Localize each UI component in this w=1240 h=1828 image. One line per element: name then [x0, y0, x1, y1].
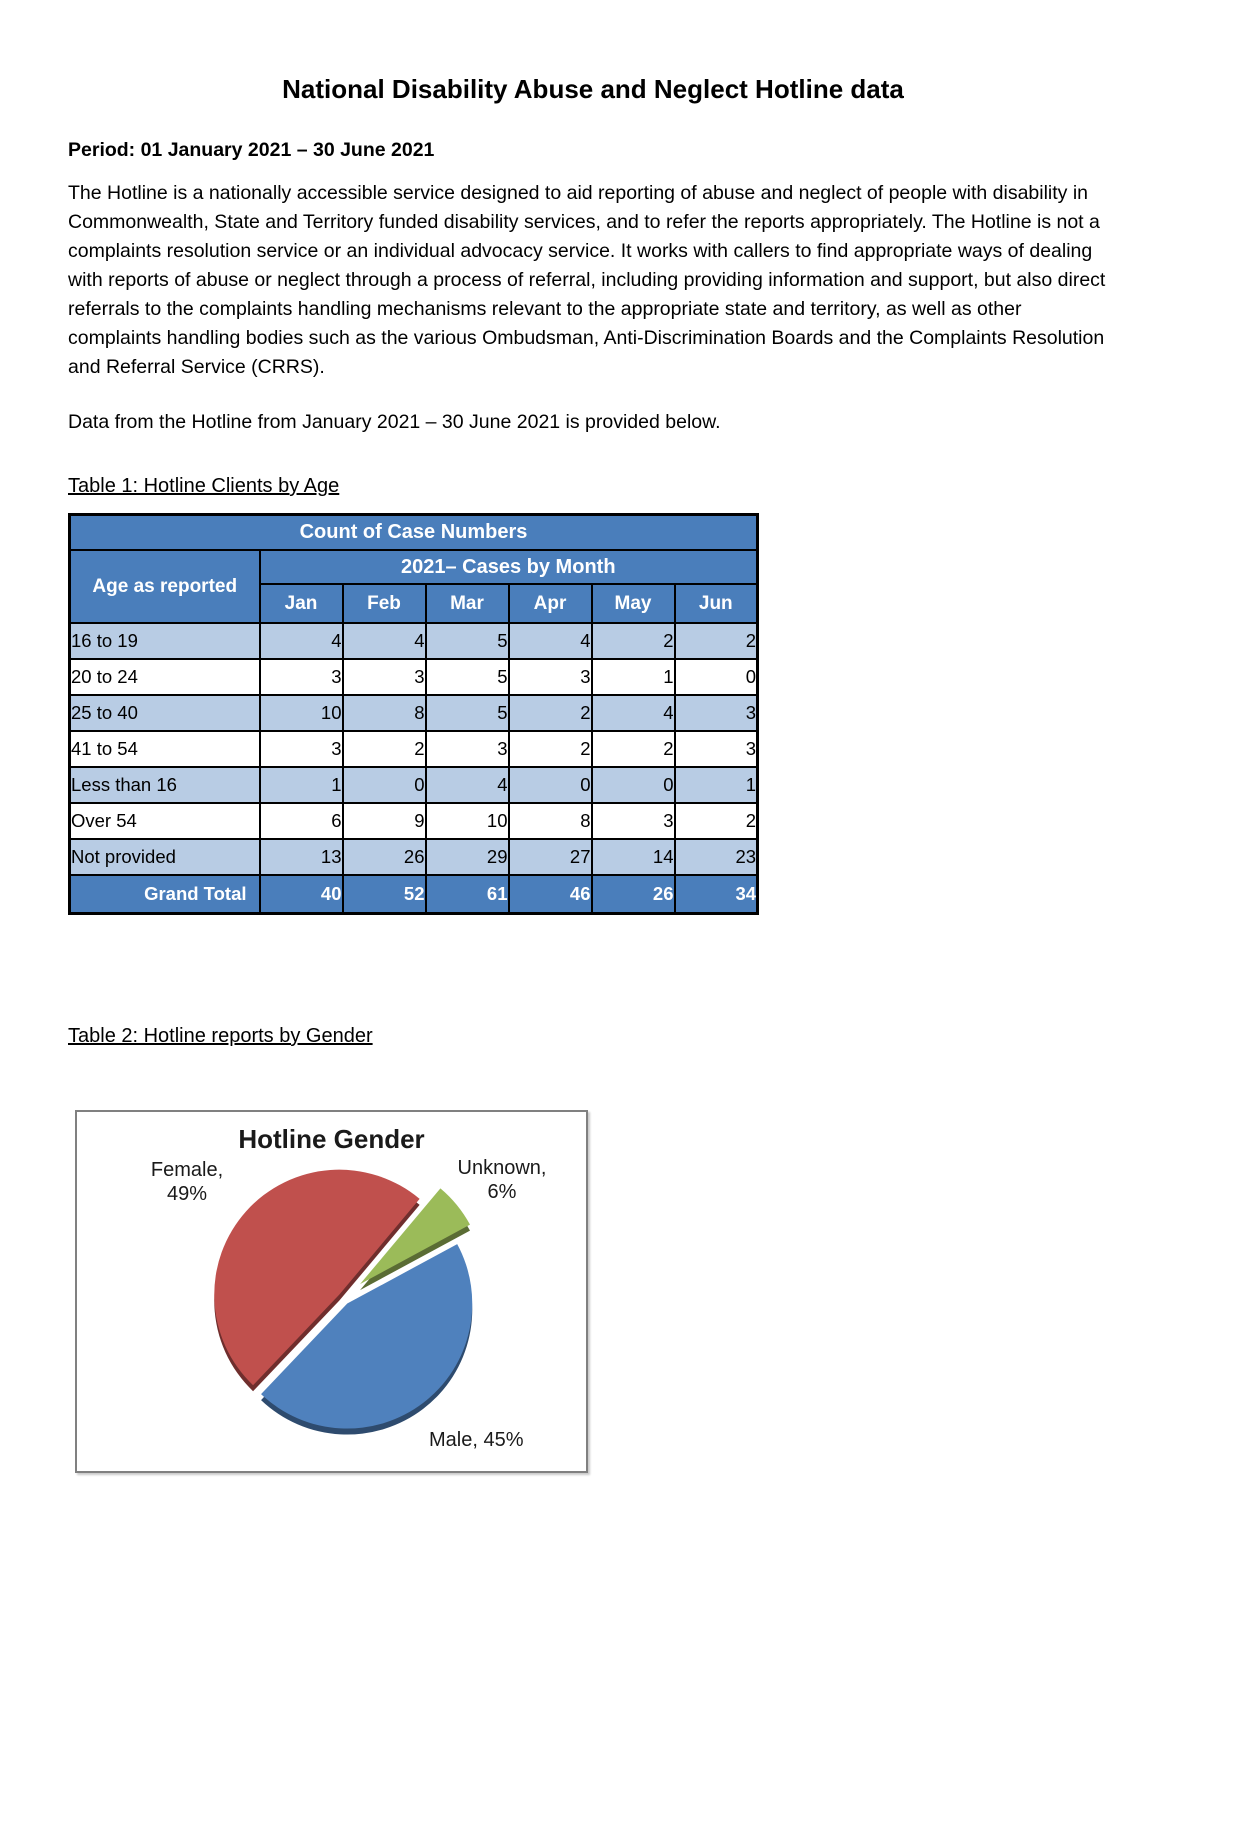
grand-total-mar: 61	[426, 875, 509, 914]
cases-by-month-header: 2021– Cases by Month	[260, 550, 758, 584]
grand-total-label: Grand Total	[70, 875, 260, 914]
count-cell: 2	[592, 623, 675, 659]
age-label-cell: 16 to 19	[70, 623, 260, 659]
table-row	[70, 659, 758, 695]
age-label-cell: 41 to 54	[70, 731, 260, 767]
count-cell: 26	[343, 839, 426, 875]
count-cell: 6	[260, 803, 343, 839]
count-cell: 2	[675, 803, 758, 839]
document-title: National Disability Abuse and Neglect Hotline data	[282, 74, 904, 104]
count-cell: 5	[426, 659, 509, 695]
grand-total-apr: 46	[509, 875, 592, 914]
pie-label-male	[429, 1428, 599, 1452]
table2-heading: Table 2: Hotline reports by Gender	[68, 1025, 373, 1047]
table-header-row-1	[70, 515, 758, 551]
count-cell: 2	[343, 731, 426, 767]
pie-label-unknown-line1: Unknown,	[457, 1157, 547, 1179]
count-cell: 8	[509, 803, 592, 839]
hotline-age-table	[68, 513, 759, 915]
count-cell: 2	[509, 695, 592, 731]
month-header-may: May	[592, 584, 675, 623]
table-row	[70, 839, 758, 875]
count-cell: 1	[592, 659, 675, 695]
pie-label-female-line1: Female,	[150, 1159, 224, 1181]
count-cell: 13	[260, 839, 343, 875]
age-label-cell: Not provided	[70, 839, 260, 875]
period-line: Period: 01 January 2021 – 30 June 2021	[68, 139, 435, 161]
table-row	[70, 695, 758, 731]
count-cell: 3	[426, 731, 509, 767]
grand-total-jan: 40	[260, 875, 343, 914]
count-cell: 3	[260, 659, 343, 695]
month-header-feb: Feb	[343, 584, 426, 623]
count-cell: 0	[509, 767, 592, 803]
count-cell: 0	[592, 767, 675, 803]
count-cell: 1	[260, 767, 343, 803]
table-row	[70, 731, 758, 767]
count-cell: 4	[426, 767, 509, 803]
count-cell: 4	[343, 623, 426, 659]
pie-label-unknown-line2: 6%	[487, 1181, 517, 1203]
grand-total-jun: 34	[675, 875, 758, 914]
count-cell: 4	[592, 695, 675, 731]
count-cell: 2	[509, 731, 592, 767]
table-top-header: Count of Case Numbers	[70, 515, 758, 551]
intro-paragraph: The Hotline is a nationally accessible service designed to aid reporting of abuse and neglect of people with disability in Commonwealth, State and Territory funded disability services, and to refer the reports appropriately. The Hotline is not a complaints resolution service or an individual advocacy service. It works with callers to find appropriate ways of dealing with reports of abuse or neglect through a process of referral, including providing information and support, but also direct referrals to the complaints handling mechanisms relevant to the appropriate state and territory, as well as other complaints handling bodies such as the various Ombudsman, Anti-Discrimination Boards and the Complaints Resolution and Referral Service (CRRS).	[68, 182, 1106, 378]
document-page	[0, 74, 1118, 1473]
count-cell: 0	[675, 659, 758, 695]
count-cell: 3	[592, 803, 675, 839]
age-label-cell: 25 to 40	[70, 695, 260, 731]
month-header-jun: Jun	[675, 584, 758, 623]
month-header-mar: Mar	[426, 584, 509, 623]
count-cell: 3	[260, 731, 343, 767]
count-cell: 14	[592, 839, 675, 875]
table1-heading: Table 1: Hotline Clients by Age	[68, 475, 340, 497]
count-cell: 4	[509, 623, 592, 659]
grand-total-may: 26	[592, 875, 675, 914]
grand-total-row	[70, 875, 758, 914]
month-header-apr: Apr	[509, 584, 592, 623]
count-cell: 27	[509, 839, 592, 875]
table-header-row-2	[70, 550, 758, 584]
month-header-jan: Jan	[260, 584, 343, 623]
pie-label-female	[107, 1158, 267, 1206]
age-label-cell: 20 to 24	[70, 659, 260, 695]
pie-label-female-line2: 49%	[166, 1183, 208, 1205]
pie-label-male-line1: Male, 45%	[429, 1429, 524, 1451]
count-cell: 5	[426, 695, 509, 731]
grand-total-feb: 52	[343, 875, 426, 914]
pie-label-unknown	[422, 1156, 582, 1204]
count-cell: 5	[426, 623, 509, 659]
count-cell: 29	[426, 839, 509, 875]
count-cell: 3	[675, 695, 758, 731]
age-label-cell: Over 54	[70, 803, 260, 839]
table-row	[70, 767, 758, 803]
gender-pie-chart	[75, 1110, 588, 1473]
count-cell: 2	[675, 623, 758, 659]
count-cell: 10	[260, 695, 343, 731]
age-table-body	[70, 623, 758, 875]
chart-title: Hotline Gender	[238, 1124, 425, 1154]
count-cell: 23	[675, 839, 758, 875]
table-row	[70, 623, 758, 659]
age-label-cell: Less than 16	[70, 767, 260, 803]
age-column-header: Age as reported	[70, 550, 260, 623]
data-note-paragraph: Data from the Hotline from January 2021 – 30 June 2021 is provided below.	[68, 411, 721, 433]
table-row	[70, 803, 758, 839]
count-cell: 4	[260, 623, 343, 659]
count-cell: 3	[343, 659, 426, 695]
count-cell: 8	[343, 695, 426, 731]
count-cell: 9	[343, 803, 426, 839]
count-cell: 10	[426, 803, 509, 839]
count-cell: 1	[675, 767, 758, 803]
count-cell: 0	[343, 767, 426, 803]
count-cell: 3	[675, 731, 758, 767]
count-cell: 3	[509, 659, 592, 695]
count-cell: 2	[592, 731, 675, 767]
